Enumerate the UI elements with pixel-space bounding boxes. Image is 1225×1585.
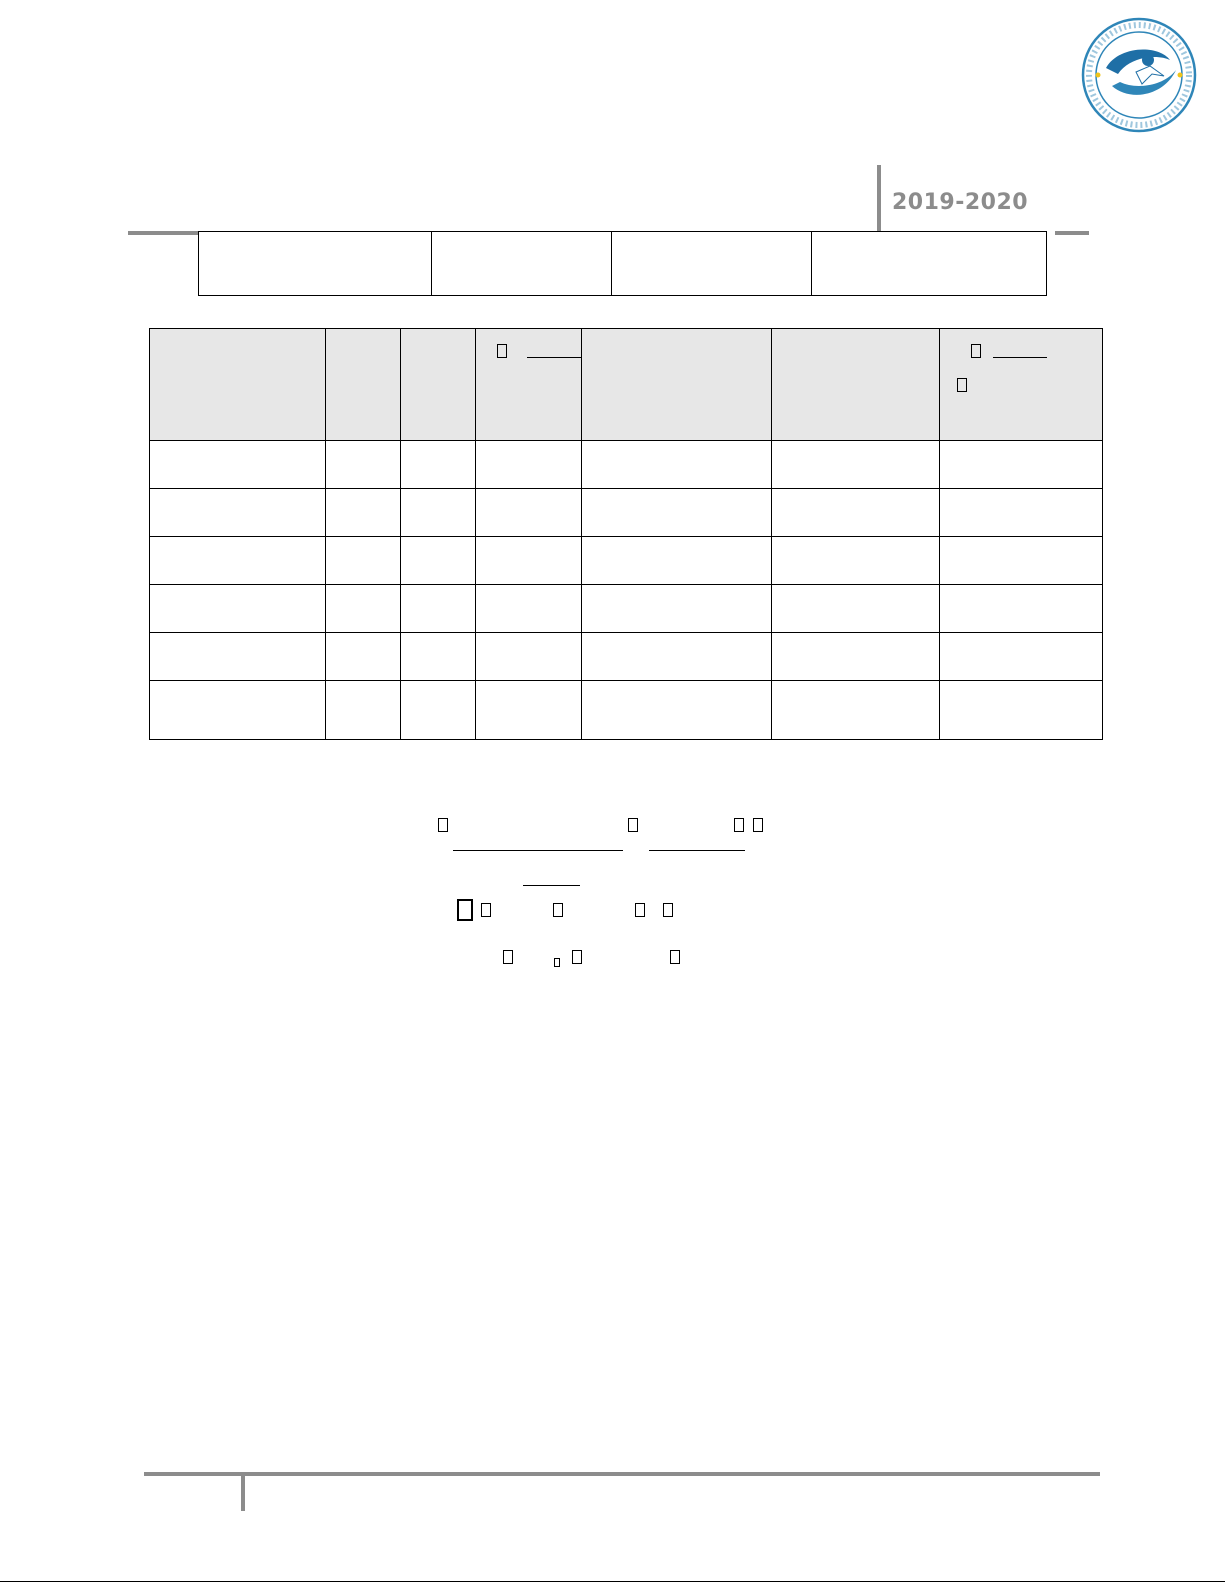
table-cell: [940, 633, 1103, 681]
table-row: [150, 537, 1103, 585]
schedule-table: [149, 328, 1103, 740]
missing-glyph-icon: [971, 344, 981, 358]
missing-glyph-icon: [734, 818, 744, 832]
table-cell: [940, 585, 1103, 633]
table-cell: [326, 441, 401, 489]
header-cell: [150, 329, 326, 441]
signature-line: [453, 849, 623, 851]
missing-glyph-icon: [753, 818, 763, 832]
date-line: [649, 849, 745, 851]
table-cell: [582, 489, 772, 537]
table-cell: [476, 681, 582, 740]
header-cell: [582, 329, 772, 441]
table-cell: [150, 681, 326, 740]
table-cell: [940, 681, 1103, 740]
table-header-row: [150, 329, 1103, 441]
table-cell: [150, 537, 326, 585]
missing-glyph-icon: [553, 903, 563, 917]
table-cell: [150, 585, 326, 633]
missing-glyph-icon: [635, 903, 645, 917]
info-cell: [199, 232, 432, 296]
table-cell: [476, 633, 582, 681]
table-cell: [940, 537, 1103, 585]
missing-glyph-icon: [957, 378, 967, 392]
footer-rule: [144, 1472, 1100, 1476]
info-cell: [812, 232, 1047, 296]
missing-glyph-icon: [554, 958, 560, 967]
table-cell: [476, 585, 582, 633]
table-cell: [326, 681, 401, 740]
table-cell: [772, 585, 940, 633]
missing-glyph-icon: [481, 903, 491, 917]
footer-vertical-rule: [241, 1476, 245, 1511]
table-cell: [772, 441, 940, 489]
table-row: [150, 681, 1103, 740]
header-cell: [940, 329, 1103, 441]
table-cell: [150, 489, 326, 537]
missing-glyph-icon: [572, 950, 582, 964]
table-cell: [940, 441, 1103, 489]
table-cell: [326, 489, 401, 537]
info-cell: [432, 232, 612, 296]
table-cell: [476, 441, 582, 489]
table-cell: [401, 489, 476, 537]
missing-glyph-icon: [438, 818, 448, 832]
missing-glyph-icon: [628, 818, 638, 832]
table-cell: [150, 633, 326, 681]
table-cell: [326, 633, 401, 681]
header-cell: [401, 329, 476, 441]
underline-rule: [527, 356, 581, 358]
header-right-rule: [1055, 231, 1089, 235]
table-row: [150, 585, 1103, 633]
table-cell: [940, 489, 1103, 537]
info-table: [198, 231, 1047, 296]
table-cell: [772, 681, 940, 740]
table-cell: [401, 681, 476, 740]
table-cell: [326, 585, 401, 633]
table-row: [150, 489, 1103, 537]
table-cell: [582, 537, 772, 585]
table-cell: [326, 537, 401, 585]
missing-glyph-icon: [503, 950, 513, 964]
year-range: 2019-2020: [892, 190, 1029, 215]
table-cell: [772, 489, 940, 537]
table-cell: [401, 441, 476, 489]
table-cell: [476, 489, 582, 537]
table-cell: [582, 441, 772, 489]
info-cell: [612, 232, 812, 296]
table-cell: [150, 441, 326, 489]
table-cell: [582, 681, 772, 740]
table-cell: [401, 585, 476, 633]
short-overline: [523, 884, 580, 886]
table-cell: [401, 633, 476, 681]
missing-glyph-icon: [497, 344, 507, 358]
table-row: [150, 633, 1103, 681]
missing-glyph-icon: [663, 903, 673, 917]
missing-glyph-icon: [670, 950, 680, 964]
table-cell: [401, 537, 476, 585]
university-seal-logo: [1078, 16, 1200, 134]
table-row: [150, 441, 1103, 489]
header-cell: [476, 329, 582, 441]
header-vertical-rule: [877, 165, 881, 231]
header-cell: [326, 329, 401, 441]
missing-glyph-icon: [457, 899, 473, 921]
table-cell: [582, 633, 772, 681]
underline-rule: [993, 356, 1047, 358]
table-cell: [772, 633, 940, 681]
header-left-rule: [128, 231, 199, 235]
table-cell: [476, 537, 582, 585]
page-bottom-rule: [0, 1581, 1225, 1582]
table-cell: [772, 537, 940, 585]
header-cell: [772, 329, 940, 441]
table-cell: [582, 585, 772, 633]
